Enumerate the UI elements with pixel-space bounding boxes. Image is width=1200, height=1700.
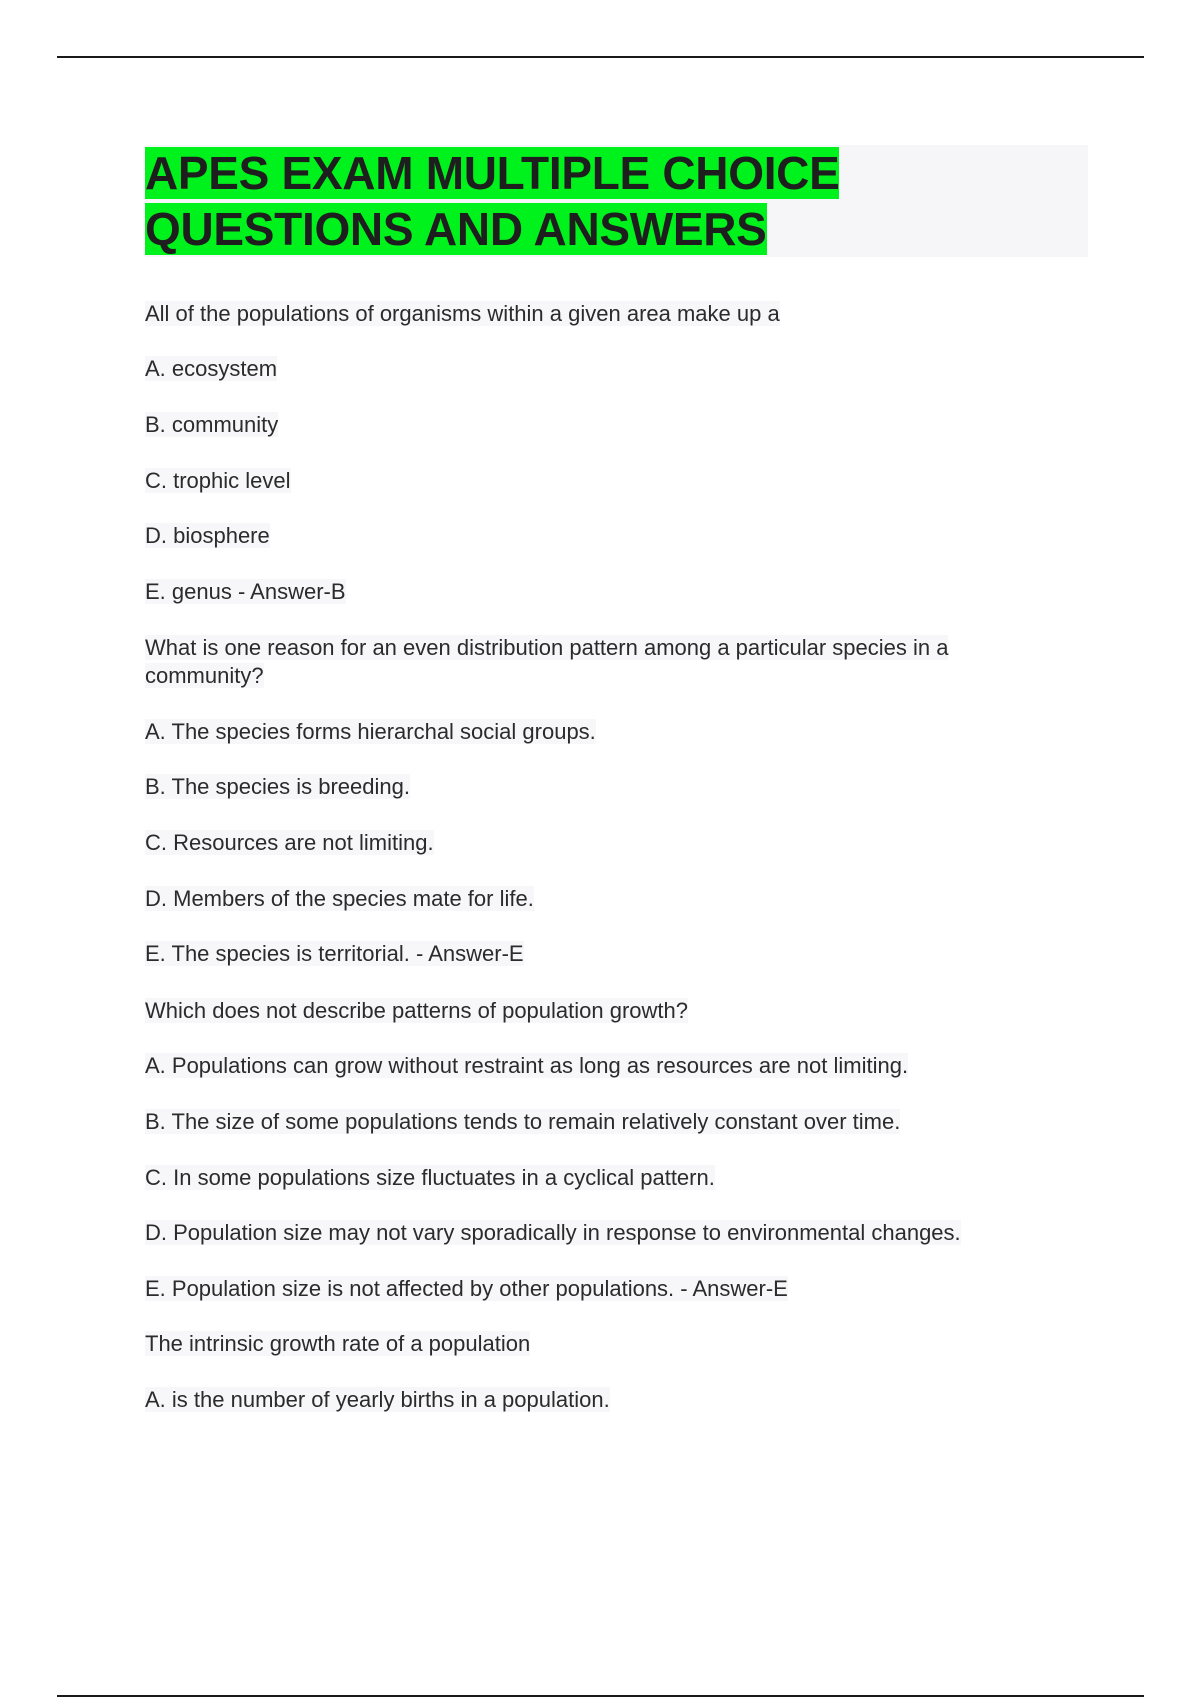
q1-option-e-answer: E. genus - Answer-B	[145, 579, 346, 604]
q1-option-b: B. community	[145, 412, 279, 437]
q2-option-a: A. The species forms hierarchal social groups.	[145, 719, 596, 744]
q4-option-a: A. is the number of yearly births in a population.	[145, 1387, 610, 1412]
title-line-2: QUESTIONS AND ANSWERS	[145, 203, 767, 255]
q2-option-d: D. Members of the species mate for life.	[145, 886, 534, 911]
q3-option-e-answer: E. Population size is not affected by other populations. - Answer-E	[145, 1276, 788, 1301]
q3-option-b: B. The size of some populations tends to remain relatively constant over time.	[145, 1109, 901, 1134]
question-1: All of the populations of organisms within a given area make up a	[145, 301, 780, 326]
q2-option-c: C. Resources are not limiting.	[145, 830, 434, 855]
q3-option-d: D. Population size may not vary sporadically in response to environmental changes.	[145, 1220, 961, 1245]
title-block	[145, 145, 1088, 257]
question-4: The intrinsic growth rate of a population	[145, 1331, 531, 1356]
question-2: What is one reason for an even distribution pattern among a particular species in a community?	[145, 635, 949, 688]
bottom-rule	[57, 1695, 1144, 1697]
title-line-1: APES EXAM MULTIPLE CHOICE	[145, 147, 840, 199]
q2-option-e-answer: E. The species is territorial. - Answer-E	[145, 941, 524, 966]
q1-option-a: A. ecosystem	[145, 356, 278, 381]
q2-option-b: B. The species is breeding.	[145, 774, 410, 799]
q3-option-c: C. In some populations size fluctuates in a cyclical pattern.	[145, 1165, 715, 1190]
q1-option-d: D. biosphere	[145, 523, 270, 548]
top-rule	[57, 56, 1144, 58]
q3-option-a: A. Populations can grow without restraint as long as resources are not limiting.	[145, 1053, 909, 1078]
page-title	[145, 145, 1088, 257]
question-3: Which does not describe patterns of population growth?	[145, 998, 688, 1023]
q1-option-c: C. trophic level	[145, 468, 291, 493]
